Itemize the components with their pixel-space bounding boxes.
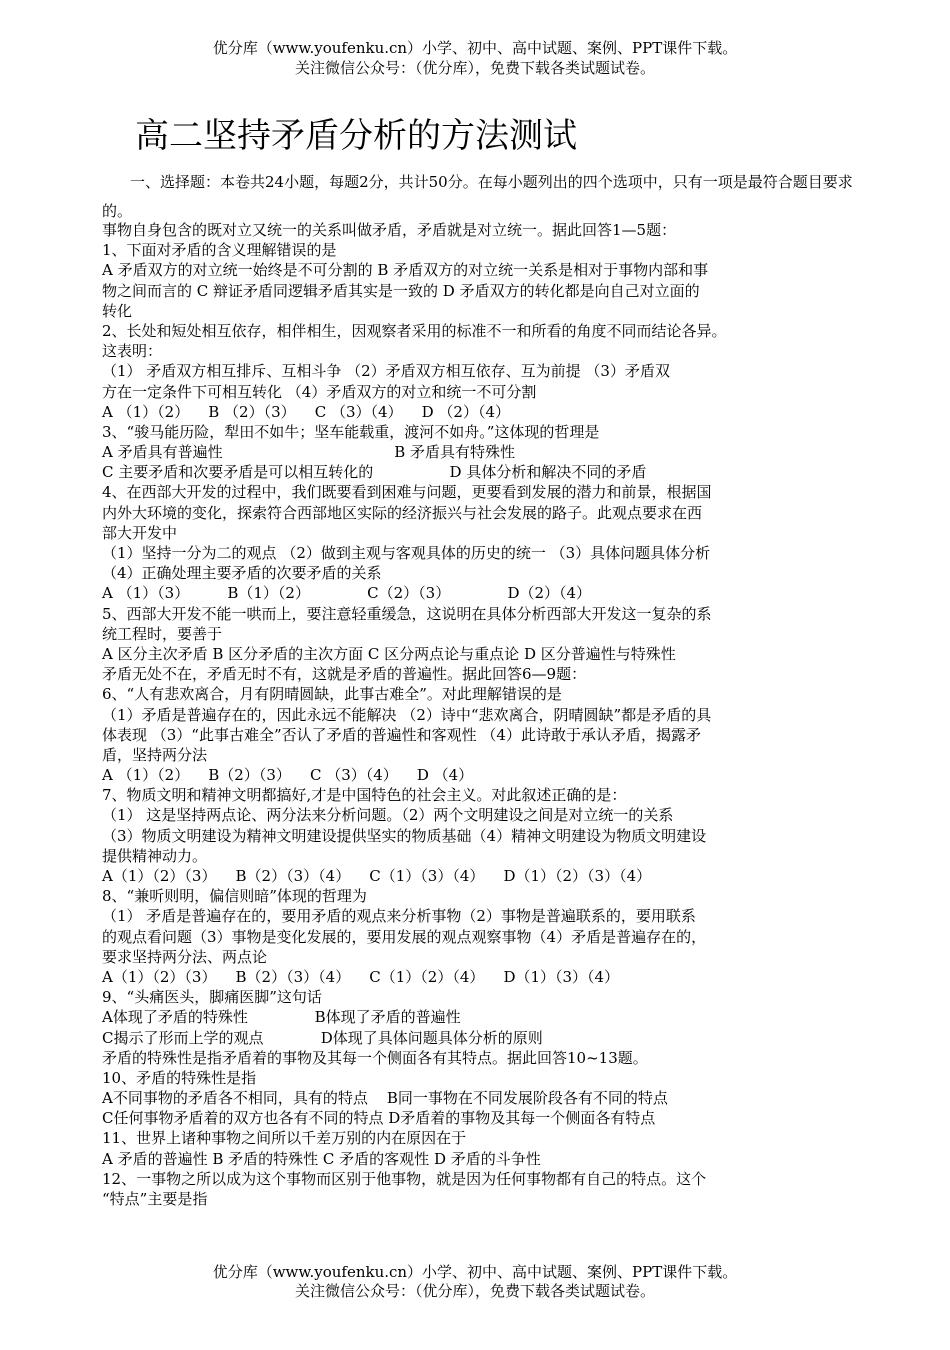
text-line: 部大开发中 [102, 523, 178, 542]
text-line: 转化 [102, 301, 133, 320]
header-line-1: 优分库（www.youfenku.cn）小学、初中、高中试题、案例、PPT课件下载。 [212, 39, 738, 57]
text-line: C 主要矛盾和次要矛盾是可以相互转化的 D 具体分析和解决不同的矛盾 [102, 463, 647, 482]
text-line: A 区分主次矛盾 B 区分矛盾的主次方面 C 区分两点论与重点论 D 区分普遍性与特殊性 [102, 644, 676, 663]
text-line: C揭示了形而上学的观点 D体现了具体问题具体分析的原则 [102, 1028, 543, 1047]
text-line: “特点”主要是指 [102, 1190, 208, 1208]
text-line: 统工程时，要善于 [102, 624, 223, 643]
text-line: 体表现 （3）“此事古难全”否认了矛盾的普遍性和客观性 （4）此诗敢于承认矛盾，揭露矛 [102, 725, 701, 744]
text-line: 1、下面对矛盾的含义理解错误的是 [102, 241, 337, 260]
text-line: A体现了矛盾的特殊性 B体现了矛盾的普遍性 [102, 1008, 461, 1027]
text-line: （1）矛盾是普遍存在的，因此永远不能解决 （2）诗中“悲欢离合，阴晴圆缺”都是矛盾的具 [102, 705, 712, 724]
text-line: 内外大环境的变化，探索符合西部地区实际的经济振兴与社会发展的路子。此观点要求在西 [102, 503, 703, 522]
text-line: A不同事物的矛盾各不相同，具有的特点 B同一事物在不同发展阶段各有不同的特点 [102, 1089, 668, 1108]
text-line: 8、“兼听则明，偏信则暗”体现的哲理为 [102, 887, 367, 906]
question-body [102, 220, 872, 1209]
text-line: 矛盾无处不在，矛盾无时不有，这就是矛盾的普遍性。据此回答6—9题： [102, 665, 587, 684]
text-line: A （1）（2） B （2）（3） C （3）（4） D （2）（4） [102, 402, 510, 421]
text-line: A 矛盾双方的对立统一始终是不可分割的 B 矛盾双方的对立统一关系是相对于事物内部和事 [102, 261, 709, 280]
text-line: 事物自身包含的既对立又统一的关系叫做矛盾，矛盾就是对立统一。据此回答1—5题： [102, 221, 677, 239]
text-line: 矛盾的特殊性是指矛盾着的事物及其每一个侧面各有其特点。据此回答10~13题。 [102, 1048, 648, 1067]
text-line: 3、“骏马能历险，犁田不如牛；坚车能载重，渡河不如舟。”这体现的哲理是 [102, 422, 600, 441]
text-line: 的观点看问题（3）事物是变化发展的，要用发展的观点观察事物（4）矛盾是普遍存在的， [102, 927, 707, 946]
text-line: A （1）（3） B（1）（2） C（2）（3） D（2）（4） [102, 584, 592, 603]
text-line: A 矛盾的普遍性 B 矛盾的特殊性 C 矛盾的客观性 D 矛盾的斗争性 [102, 1149, 541, 1168]
text-line: 4、在西部大开发的过程中，我们既要看到困难与问题，更要看到发展的潜力和前景，根据国 [102, 483, 712, 502]
text-line: 2、长处和短处相互依存，相伴相生，因观察者采用的标准不一和所看的角度不同而结论各异。 [102, 321, 727, 340]
text-line: 12、一事物之所以成为这个事物而区别于他事物，就是因为任何事物都有自己的特点。这个 [102, 1169, 707, 1188]
header-line-2: 关注微信公众号：（优分库），免费下载各类试题试卷。 [294, 59, 655, 77]
text-line: （1） 这是坚持两点论、两分法来分析问题。（2）两个文明建设之间是对立统一的关系 [102, 806, 674, 825]
text-line: 9、“头痛医头，脚痛医脚”这句话 [102, 988, 322, 1007]
text-line: C任何事物矛盾着的双方也各有不同的特点 D矛盾着的事物及其每一个侧面各有特点 [102, 1109, 656, 1128]
text-line: 11、世界上诸种事物之间所以千差万别的内在原因在于 [102, 1129, 467, 1148]
text-line: 提供精神动力。 [102, 846, 208, 865]
footer-line-1: 优分库（www.youfenku.cn）小学、初中、高中试题、案例、PPT课件下载。 [212, 1263, 738, 1281]
text-line: 7、物质文明和精神文明都搞好,才是中国特色的社会主义。对此叙述正确的是： [102, 786, 627, 805]
footer-line-2: 关注微信公众号：（优分库），免费下载各类试题试卷。 [294, 1282, 655, 1300]
text-line: 盾，坚持两分法 [102, 745, 208, 764]
text-line: A（1）（2）（3） B（2）（3）（4） C（1）（3）（4） D（1）（2）（3）（4） [102, 867, 652, 885]
text-line: 物之间而言的 C 辩证矛盾同逻辑矛盾其实是一致的 D 矛盾双方的转化都是向自己对立面的 [102, 281, 700, 300]
text-line: （1） 矛盾是普遍存在的，要用矛盾的观点来分析事物（2）事物是普遍联系的，要用联系 [102, 907, 696, 926]
text-line: 方在一定条件下可相互转化 （4）矛盾双方的对立和统一不可分割 [102, 382, 537, 401]
text-line: A 矛盾具有普遍性 B 矛盾具有特殊性 [102, 443, 516, 462]
text-line: （1）坚持一分为二的观点 （2）做到主观与客观具体的历史的统一 （3）具体问题具体分析 [102, 544, 711, 562]
text-line: 10、矛盾的特殊性是指 [102, 1068, 257, 1087]
text-line: 这表明： [102, 342, 163, 361]
text-line: 要求坚持两分法、两点论 [102, 947, 268, 966]
text-line: A（1）（2）（3） B（2）（3）（4） C（1）（2）（4） D（1）（3）（4） [102, 967, 620, 986]
text-line: 5、西部大开发不能一哄而上，要注意轻重缓急，这说明在具体分析西部大开发这一复杂的系 [102, 604, 712, 623]
text-line: （4）正确处理主要矛盾的次要矛盾的关系 [102, 564, 382, 583]
text-line: （3）物质文明建设为精神文明建设提供坚实的物质基础（4）精神文明建设为物质文明建设 [102, 826, 707, 845]
text-line: 6、“人有悲欢离合，月有阴晴圆缺，此事古难全”。对此理解错误的是 [102, 685, 562, 704]
page-title: 高二坚持矛盾分析的方法测试 [135, 116, 577, 156]
section-intro: 一、选择题：本卷共24小题，每题2分，共计50分。在每小题列出的四个选项中，只有一项是最符合题目要求的。 [102, 173, 853, 220]
text-line: （1） 矛盾双方相互排斥、互相斗争 （2）矛盾双方相互依存、互为前提 （3）矛盾双 [102, 362, 670, 381]
text-line: A （1）（2） B（2）（3） C （3）（4） D （4） [102, 766, 474, 785]
